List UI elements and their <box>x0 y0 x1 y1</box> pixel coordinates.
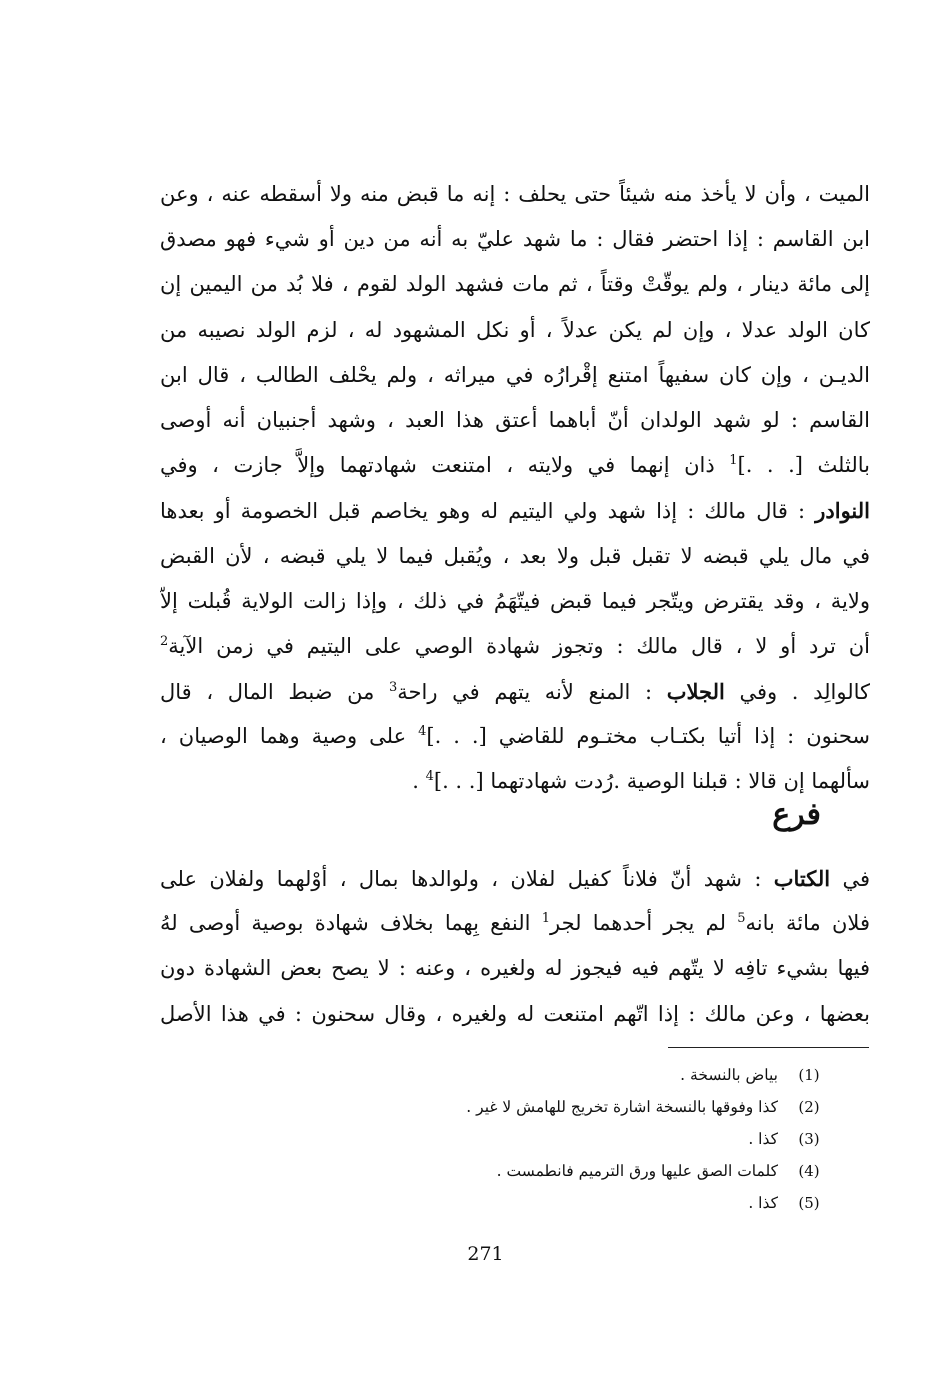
footnote-ref-1: 1 <box>729 453 738 469</box>
footnote-divider <box>668 1047 869 1048</box>
footnote-number: (3) <box>798 1130 820 1148</box>
text-line: بعضها ، وعن مالك : إذا اتّهم امتنعت له ولغيره ، وقال سحنون : في هذا الأصل <box>160 1001 870 1026</box>
bold-term-kitab: الكتاب <box>773 866 831 891</box>
footnote-number: (5) <box>798 1194 820 1212</box>
main-paragraph-2 <box>160 856 870 1037</box>
footnote-item <box>300 1187 826 1219</box>
footnote-number: (1) <box>798 1066 820 1084</box>
footnote-ref-5: 5 <box>737 911 746 927</box>
footnote-item <box>300 1091 826 1123</box>
footnote-ref-1b: 1 <box>541 911 550 927</box>
footnote-text: كذا . <box>748 1130 778 1148</box>
footnote-ref-4: 4 <box>418 724 427 740</box>
footnote-text: كذا . <box>748 1194 778 1212</box>
text-line: في الكتاب : شهد أنّ فلاناً كفيل لفلان ، ولوالدها بمال ، أوْلهما ولفلان على <box>160 866 870 891</box>
main-paragraph-1 <box>160 172 870 805</box>
text-line: بالثلث [. . .]$^1$ ذان إنهما في ولايته ، امتنعت شهادتهما وإلاَّ جازت ، وفي <box>160 453 870 478</box>
footnote-text: بياض بالنسخة . <box>680 1066 778 1084</box>
text-line: النوادر : قال مالك : إذا شهد ولي اليتيم له وهو يخاصم قبل الخصومة أو بعدها <box>160 498 870 524</box>
footnote-ref-3: 3 <box>389 680 398 696</box>
text-line: كان الولد عدلا ، وإن لم يكن عدلاً ، أو نكل المشهود له ، لزم الولد نصيبه من <box>160 317 870 342</box>
footnote-item <box>300 1123 826 1155</box>
section-heading: فرع <box>772 797 821 832</box>
footnote-number: (4) <box>798 1162 820 1180</box>
footnote-number: (2) <box>798 1098 820 1116</box>
text-line: ابن القاسم : إذا احتضر فقال : ما شهد عليّ به أنه من دين أو شيء فهو مصدق <box>160 227 870 252</box>
text-line: أن ترد أو لا ، قال مالك : وتجوز شهادة الوصي على اليتيم في زمن الآية$^2$ <box>160 633 870 658</box>
bold-term-jallab: الجلاب <box>666 679 725 705</box>
text-line: في مال يلي قبضه لا تقبل قبل ولا بعد ، ويُقبل فيما لا يلي قبضه ، لأن القبض <box>160 543 870 568</box>
footnotes <box>300 1059 826 1219</box>
bold-term-nawadir: النوادر <box>815 498 870 524</box>
footnote-item <box>300 1155 826 1187</box>
footnote-ref-2: 2 <box>160 633 169 649</box>
text-line: سألهما إن قالا : قبلنا الوصية .رُدت شهادتهما [. . .]$^4$ . <box>412 769 870 794</box>
text-line: كالوالِد . وفي الجلاب : المنع لأنه يتهم في راحة$^3$ من ضبط المال ، قال <box>160 679 870 705</box>
text-line: إلى مائة دينار ، ولم يوقّتْ وقتاً ، ثم مات فشهد الولد لقوم ، فلا بُد من اليمين إن <box>160 272 870 297</box>
footnote-ref-4b: 4 <box>425 769 434 785</box>
footnote-text: كذا وفوقها بالنسخة اشارة تخريج للهامش لا غير . <box>466 1098 778 1116</box>
footnote-text: كلمات الصق عليها ورق الترميم فانطمست . <box>496 1162 778 1180</box>
text-line: فلان مائة بانه$^5$ لم يجر أحدهما لجر$^1$ النفع بِهما بخلاف شهادة بوصية أوصى لهُ <box>160 911 870 936</box>
text-line: القاسم : لو شهد الولدان أنّ أباهما أعتق هذا العبد ، وشهد أجنبيان أنه أوصى <box>160 407 870 432</box>
text-line: الميت ، وأن لا يأخذ منه شيئاً حتى يحلف : إنه ما قبض منه ولا أسقطه عنه ، وعن <box>160 182 870 206</box>
text-line: فيها بشيء تافِه لا يتّهم فيه فيجوز له ولغيره ، وعنه : لا يصح بعض الشهادة دون <box>160 956 870 981</box>
page-number: 271 <box>467 1243 504 1265</box>
text-line: ولاية ، وقد يقترض ويتّجر فيما قبض فيتّهَمُ في ذلك ، وإذا زالت الولاية قُبلت إلاّ <box>160 588 870 613</box>
text-line: الديـن ، وإن كان سفيهاً امتنع إقْرارُه في ميراثه ، ولم يحْلف الطالب ، قال ابن <box>160 362 870 387</box>
text-line: سحنون : إذا أتيا بكتـاب مختـوم للقاضي [. . .]$^4$ على وصية وهما الوصيان ، <box>160 724 870 749</box>
footnote-item <box>300 1059 826 1091</box>
